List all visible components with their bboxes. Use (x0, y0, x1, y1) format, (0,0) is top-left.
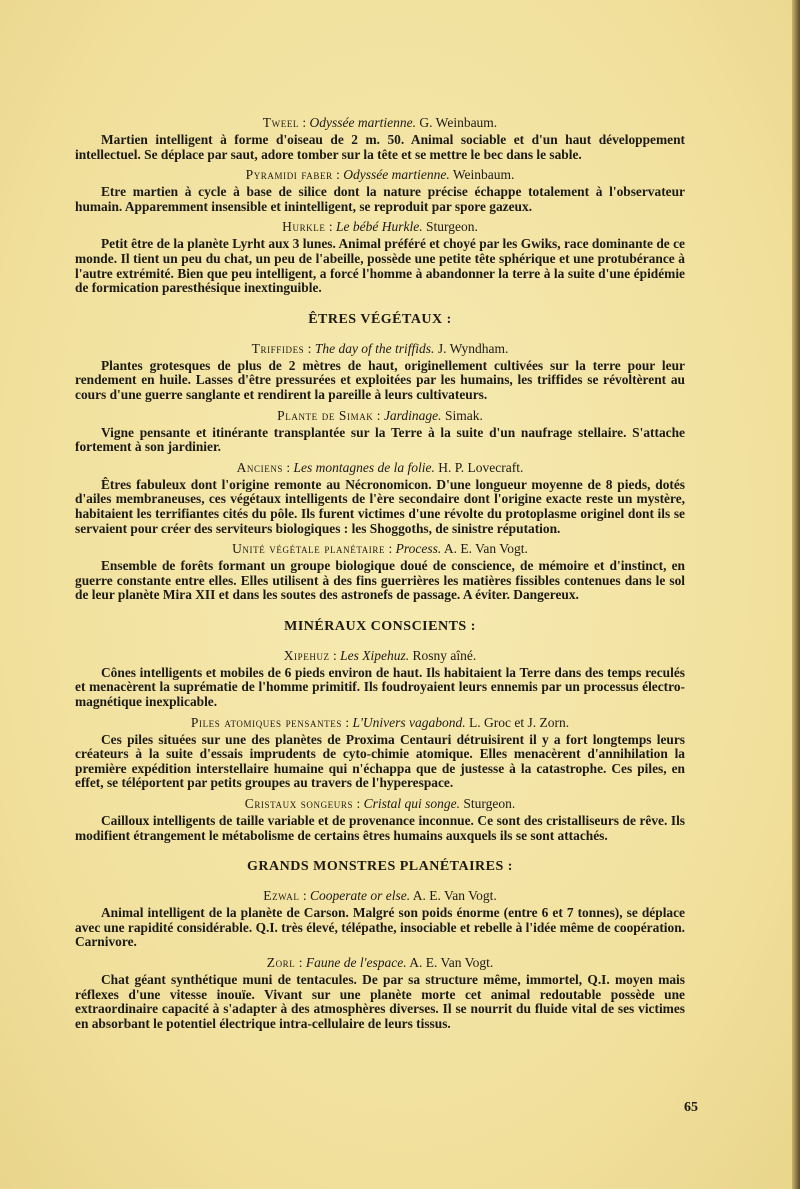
entry-description: Cônes intelligents et mobiles de 6 pieds environ de haut. Ils habitaient la Terre dans des temps reculés et menacèrent la suprématie de l'homme primitif. Ils foudroyaient leurs ennemis par un processus électro-magnétique inexplicable. (75, 664, 685, 710)
entry-pyramidi-faber (75, 166, 685, 214)
entry-name: Cristaux songeurs (244, 796, 354, 812)
section-title: GRANDS MONSTRES PLANÉTAIRES : (247, 859, 513, 875)
entry-description: Chat géant synthétique muni de tentacules. De par sa structure même, immortel, Q.I. moyen mais réflexes d'une vitesse inouïe. Vivant sur une planète morte cet animal redoutable possède une extraordinaire capacité à s'adapter à des atmosphères diverses. Il se nourrit du fluide vital de ses victimes en absorbant le potentiel électrique intra-cellulaire de leurs tissus. (75, 972, 685, 1031)
entry-xipehuz (75, 647, 685, 710)
entry-author: J. Wyndham. (437, 340, 509, 356)
entry-heading: Anciens : Les montagnes de la folie. H. P. Lovecraft. (236, 459, 524, 475)
page-content (75, 114, 685, 1035)
entry-piles-atomiques (75, 714, 685, 791)
entry-name: Zorl (266, 955, 296, 970)
entry-author: A. E. Van Vogt. (412, 888, 497, 904)
entry-heading: Tweel : Odyssée martienne. G. Weinbaum. (262, 115, 498, 130)
entry-author: Sturgeon. (463, 796, 516, 812)
entry-name: Tweel (262, 115, 300, 130)
entry-name: Unité végétale planétaire (232, 541, 386, 557)
entry-description: Ensemble de forêts formant un groupe biologique doué de conscience, de mémoire et d'instinct, en guerre constante entre elles. Elles utilisent à des fins guerrières les matières fissibles contenues dans le sol de leur planète Mira XII et dans les soutes des astronefs de passage. A éviter. Dangereux. (75, 558, 685, 603)
section-title: ÊTRES VÉGÉTAUX : (308, 311, 452, 327)
entry-author: Weinbaum. (452, 167, 515, 183)
entry-description: Petit être de la planète Lyrht aux 3 lunes. Animal préféré et choyé par les Gwiks, race dominante de ce monde. Il tient un peu du chat, un peu de l'abeille, possède une petite tête sphérique et une protubérance à l'autre extrémité. Bien que peu intelligent, a forcé l'homme à abandonner la terre à la suite d'une épidémie de formication paresthésique inextinguible. (75, 236, 685, 296)
entry-unite-vegetale (75, 540, 685, 603)
entry-work: Jardinage. (383, 407, 442, 423)
entry-name: Hurkle (282, 219, 326, 235)
entry-author: G. Weinbaum. (419, 115, 498, 130)
entry-heading: Triffides : The day of the triffids. J. Wyndham. (251, 340, 509, 356)
entry-work: L'Univers vagabond. (352, 714, 466, 730)
entry-author: H. P. Lovecraft. (438, 459, 524, 475)
entry-cristaux-songeurs (75, 795, 685, 843)
entry-heading: Piles atomiques pensantes : L'Univers vagabond. L. Groc et J. Zorn. (190, 714, 570, 730)
entry-heading: Hurkle : Le bébé Hurkle. Sturgeon. (282, 219, 478, 235)
entry-author: Rosny aîné. (412, 647, 477, 663)
entry-author: Simak. (444, 407, 483, 423)
section-mineraux-conscients (75, 619, 685, 843)
entry-name: Pyramidi faber (245, 167, 333, 183)
entry-work: Les Xipehuz. (340, 647, 410, 663)
entry-work: Odyssée martienne. (309, 115, 417, 130)
entry-heading: Ezwal : Cooperate or else. A. E. Van Vogt. (263, 888, 497, 904)
entry-author: A. E. Van Vogt. (443, 541, 528, 557)
entry-description: Vigne pensante et itinérante transplantée sur la Terre à la suite d'un naufrage stellaire. S'attache fortement à son jardinier. (75, 424, 685, 455)
entry-triffides (75, 340, 685, 403)
entry-ezwal (75, 887, 685, 950)
entry-description: Martien intelligent à forme d'oiseau de 2 m. 50. Animal sociable et d'un haut développement intellectuel. Se déplace par saut, adore tomber sur la tête et se mettre le bec dans le sable. (75, 132, 685, 162)
entry-description: Ces piles situées sur une des planètes de Proxima Centauri détruisirent il y a fort longtemps leurs créateurs à la suite d'essais imprudents de cyto-chimie atomique. Elles menacèrent d'annihilation la première expédition interstellaire humaine qui n'échappa que de justesse à la catastrophe. Ces piles, en effet, se téléportent par petits groupes au travers de l'hyperespace. (75, 731, 685, 791)
entry-work: The day of the triffids. (314, 340, 435, 356)
entry-work: Cristal qui songe. (363, 796, 460, 812)
page-edge (792, 0, 800, 1189)
entry-work: Le bébé Hurkle. (336, 219, 423, 235)
entry-description: Plantes grotesques de plus de 2 mètres de haut, originellement cultivées sur la terre pour leur rendement en huile. Lasses d'être pressurées et exploitées par les humains, les triffides se révoltèrent au cours d'une guerre sanglante et rendirent la pareille à leurs cultivateurs. (75, 357, 685, 402)
entry-anciens (75, 459, 685, 536)
entry-name: Anciens (236, 459, 284, 475)
section-martiens (75, 114, 685, 296)
section-etres-vegetaux (75, 312, 685, 603)
entry-work: Odyssée martienne. (343, 167, 450, 183)
entry-hurkle (75, 218, 685, 295)
entry-name: Piles atomiques pensantes (190, 714, 342, 730)
entry-work: Les montagnes de la folie. (293, 459, 435, 475)
entry-author: A. E. Van Vogt. (409, 955, 494, 970)
entry-heading: Xipehuz : Les Xipehuz. Rosny aîné. (283, 647, 477, 663)
entry-heading: Plante de Simak : Jardinage. Simak. (277, 407, 483, 423)
entry-description: Cailloux intelligents de taille variable et de provenance inconnue. Ce sont des cristalliseurs de rêve. Ils modifient étrangement le métabolisme de certains êtres humains auxquels ils se sont attachés. (75, 813, 685, 843)
entry-zorl (75, 954, 685, 1031)
entry-work: Cooperate or else. (309, 888, 411, 904)
entry-heading: Pyramidi faber : Odyssée martienne. Weinbaum. (245, 167, 515, 183)
page-number: 65 (684, 1100, 698, 1115)
entry-author: Sturgeon. (425, 219, 478, 235)
entry-description: Êtres fabuleux dont l'origine remonte au Nécronomicon. D'une longueur moyenne de 8 pieds, dotés d'ailes membraneuses, ces végétaux intelligents de l'ère secondaire dont l'origine exacte reste un mystère, habitaient les terrifiantes cités du pôle. Ils furent victimes d'une révolte du protoplasme originel dont ils se servaient pour créer des serviteurs biologiques : les Shoggoths, de sinistre réputation. (75, 476, 685, 536)
section-grands-monstres (75, 859, 685, 1031)
entry-heading: Zorl : Faune de l'espace. A. E. Van Vogt. (266, 955, 494, 970)
entry-name: Triffides (251, 340, 305, 356)
section-title: MINÉRAUX CONSCIENTS : (284, 618, 476, 634)
entry-heading: Cristaux songeurs : Cristal qui songe. Sturgeon. (244, 796, 516, 812)
entry-name: Plante de Simak (277, 407, 374, 423)
entry-tweel (75, 114, 685, 162)
entry-author: L. Groc et J. Zorn. (469, 714, 570, 730)
entry-description: Animal intelligent de la planète de Carson. Malgré son poids énorme (entre 6 et 7 tonnes), se déplace avec une rapidité considérable. Q.I. très élevé, télépathe, insociable et rebelle à l'idée même de coopération. Carnivore. (75, 905, 685, 950)
entry-name: Ezwal (263, 888, 300, 904)
entry-description: Etre martien à cycle à base de silice dont la nature précise échappe totalement à l'observateur humain. Apparemment insensible et inintelligent, se reproduit par spore gazeux. (75, 184, 685, 214)
entry-work: Process. (395, 541, 442, 557)
entry-plante-de-simak (75, 407, 685, 455)
entry-work: Faune de l'espace. (305, 955, 407, 970)
entry-heading: Unité végétale planétaire : Process. A. E. Van Vogt. (232, 541, 528, 557)
entry-name: Xipehuz (283, 647, 330, 663)
